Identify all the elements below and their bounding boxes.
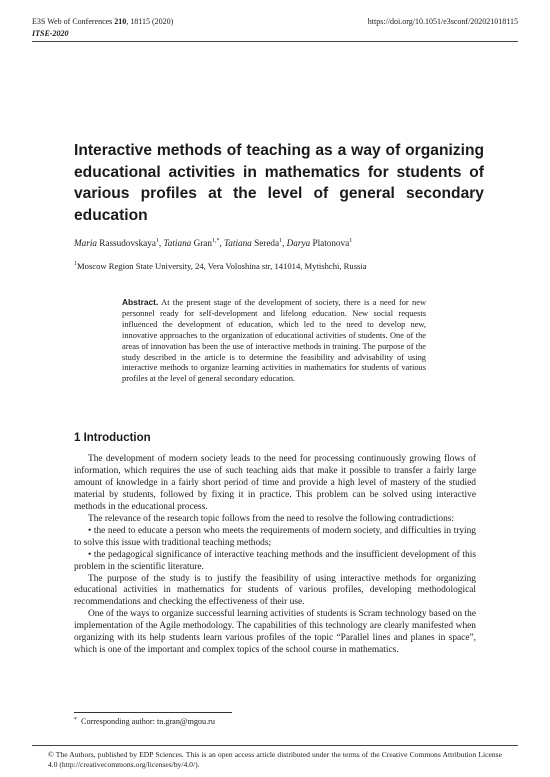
abstract (122, 297, 426, 385)
footer-divider (32, 745, 518, 746)
footnote-divider (74, 712, 232, 713)
bullet-paragraph: • the pedagogical significance of interactive teaching methods and the insufficient development of this problem in the scientific literature. (74, 549, 476, 572)
author-affiliation-mark: 1,* (211, 238, 220, 244)
body-paragraph: One of the ways to organize successful learning activities of students is Scram technology based on the implementation of the Agile methodology. The capabilities of this technology are clearly manifested when organizing with its help students learn various profiles of the topic “Parallel lines and planes in space”, which is one of the important and complex topics of the school course in mathematics. (74, 609, 476, 656)
author-first-name: Darya (286, 238, 311, 248)
affiliation-mark: 1 (74, 261, 77, 267)
bullet-paragraph: • the need to educate a person who meets the requirements of modern society, and difficulties in trying to solve this issue with traditional teaching methods; (74, 525, 476, 548)
section-body (74, 454, 476, 657)
abstract-text: At the present stage of the development of society, there is a need for new personnel ready for self-development and lifelong education. New social requests influenced the development of education, which led to the need to develop new, innovative approaches to the organization of educational activities of students. One of the areas of innovation has been the use of interactive methods in training. The purpose of the study described in the article is to determine the feasibility and advisability of using interactive methods to organize learning activities in mathematics for students of various profiles at the level of general secondary education. (122, 298, 426, 384)
author-list: Maria Rassudovskaya$^1$, Tatiana Gran$^{1,*}$, Tatiana Sereda$^1$, Darya Platonova$^1$ (74, 238, 353, 248)
doi-link[interactable]: https://doi.org/10.1051/e3sconf/202021018115 (367, 17, 518, 26)
author-affiliation-mark: 1 (155, 238, 159, 244)
paper-title: Interactive methods of teaching as a way of organizing educational activities in mathematics for students of various profiles at the level of general secondary education (74, 142, 484, 224)
body-paragraph: The purpose of the study is to justify the feasibility of using interactive methods for organizing educational activities in mathematics for students of various profiles, developing methodological recommendations and checking the effectiveness of their use. (74, 573, 476, 608)
body-paragraph: The development of modern society leads to the need for processing continuously growing flows of information, which requires the use of such teaching aids that make it possible to transfer a fairly large amount of knowledge in a fairly short period of time and provide a high level of mastery of the studied material by students, followed by fixing it in practice. This problem can be solved using interactive methods in the educational process. (74, 454, 476, 512)
author-last-name: Sereda (254, 238, 280, 248)
footnote-mark: * (74, 717, 77, 723)
author-first-name: Tatiana (163, 238, 192, 248)
journal-citation (32, 17, 173, 26)
author-first-name: Tatiana (224, 238, 252, 248)
footnote (74, 717, 215, 726)
footnote-text: Corresponding author: tn.gran@mgou.ru (81, 717, 215, 726)
journal-prefix: E3S Web of Conferences (32, 17, 115, 26)
author-last-name: Gran (193, 238, 212, 248)
conference-name: ITSE-2020 (32, 29, 69, 38)
header-divider (32, 41, 518, 42)
body-paragraph: The relevance of the research topic follows from the need to resolve the following contradictions: (88, 513, 455, 524)
author-affiliation-mark: 1 (349, 238, 353, 244)
article-number: , 18115 (2020) (126, 17, 174, 26)
abstract-label: Abstract. (122, 297, 159, 307)
license-notice: © The Authors, published by EDP Sciences. This is an open access article distributed under the terms of the Creative Commons Attribution License 4.0 (http://creativecommons.org/licenses/by/4.0/). (48, 750, 502, 769)
section-heading: 1 Introduction (74, 432, 151, 444)
affiliation-text: Moscow Region State University, 24, Vera Voloshina str, 141014, Mytishchi, Russia (77, 261, 367, 271)
author-last-name: Rassudovskaya (99, 238, 156, 248)
journal-volume: 210 (114, 17, 127, 26)
author-first-name: Maria (74, 238, 97, 248)
affiliation (74, 261, 367, 271)
author-last-name: Platonova (312, 238, 350, 248)
author-affiliation-mark: 1 (279, 238, 283, 244)
